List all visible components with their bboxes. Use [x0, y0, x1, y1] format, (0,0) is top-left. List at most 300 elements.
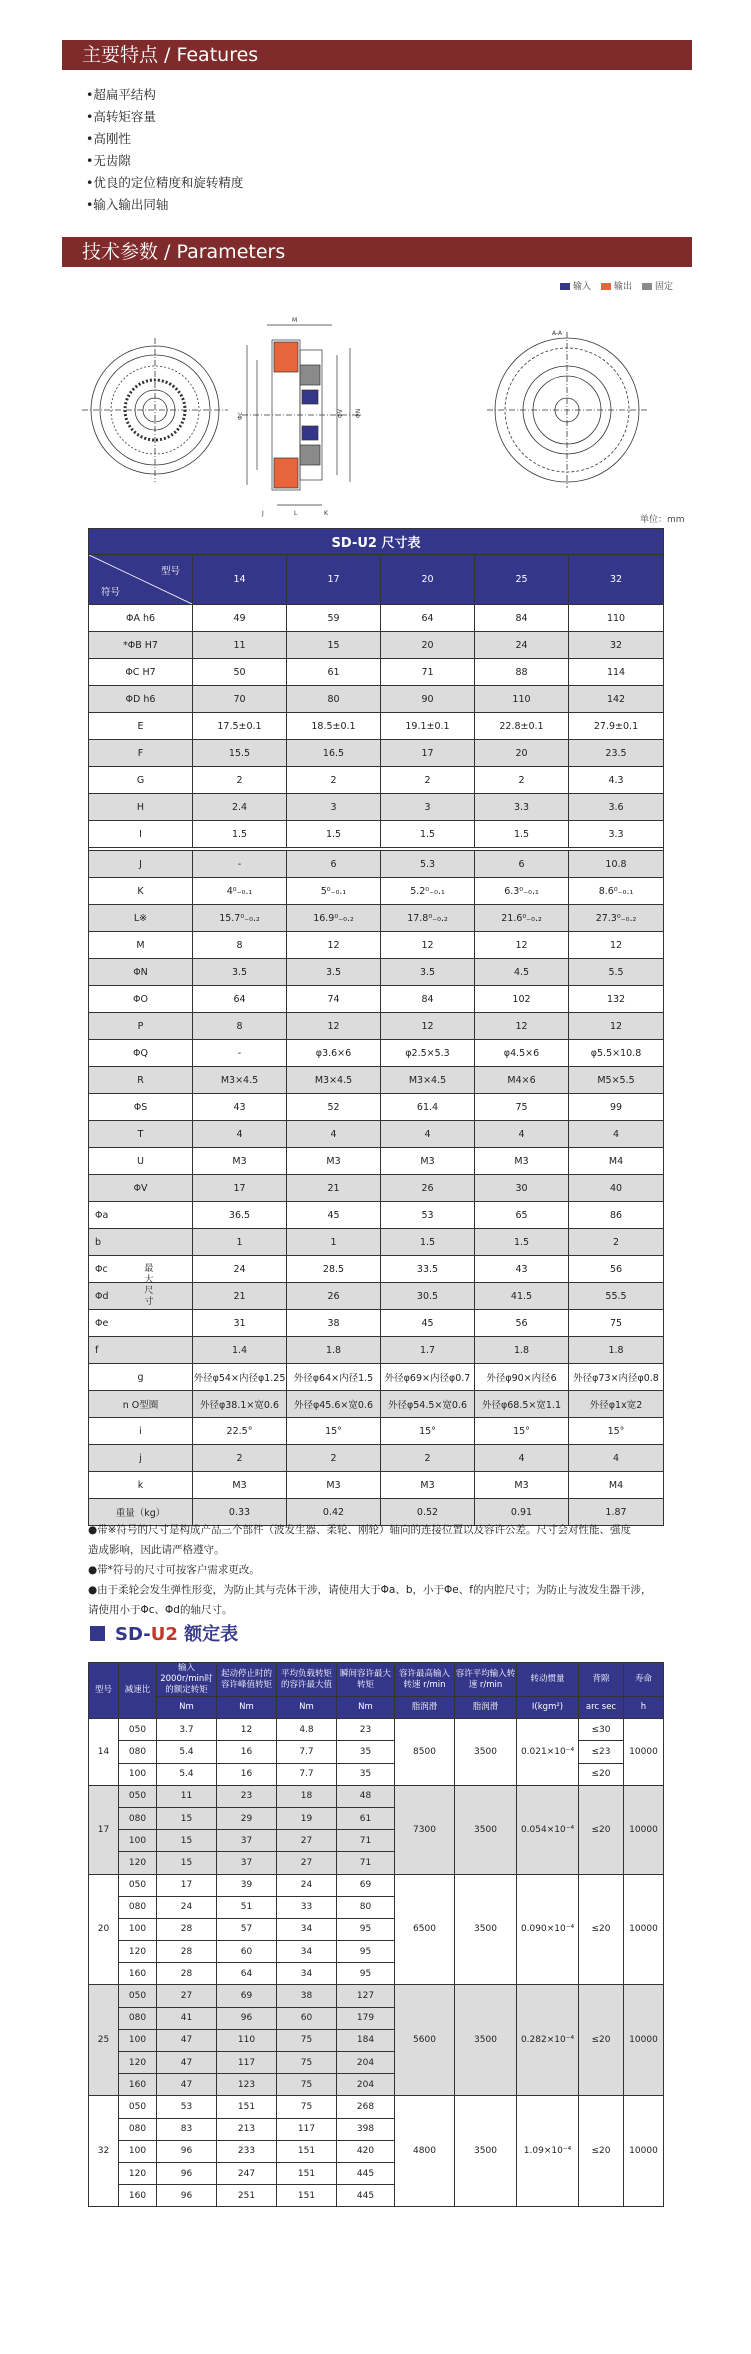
rated-unit: Nm — [337, 1697, 395, 1719]
table-cell: 75 — [475, 1094, 569, 1121]
table-cell: F — [89, 740, 193, 767]
table-cell: 43 — [475, 1256, 569, 1283]
table-cell: 外径φ45.6×宽0.6 — [287, 1391, 381, 1418]
table-cell: 120 — [119, 1852, 157, 1874]
table-cell: 4 — [287, 1121, 381, 1148]
table-cell: *ΦB H7 — [89, 632, 193, 659]
table-cell: 49 — [193, 605, 287, 632]
rated-header: 减速比 — [119, 1663, 157, 1719]
table-cell: 17 — [381, 740, 475, 767]
model-cell: 20 — [89, 1874, 119, 1985]
note-line: 造成影响，因此请严格遵守。 — [88, 1544, 225, 1556]
table-row — [89, 905, 664, 932]
table-cell: 7.7 — [277, 1763, 337, 1785]
rated-unit: 脂润滑 — [455, 1697, 517, 1719]
table-cell: M3 — [287, 1148, 381, 1175]
table-row — [89, 1472, 664, 1499]
table-cell: φ5.5×10.8 — [569, 1040, 664, 1067]
table-cell: 15° — [569, 1418, 664, 1445]
table-cell: 23 — [337, 1719, 395, 1741]
table-cell: 18 — [277, 1785, 337, 1807]
table-cell: 45 — [287, 1202, 381, 1229]
model-cell: 32 — [89, 2096, 119, 2207]
table-cell: 22.5° — [193, 1418, 287, 1445]
table-cell: 57 — [217, 1918, 277, 1940]
table-cell: 080 — [119, 2007, 157, 2029]
table-cell: 0.021×10⁻⁴ — [517, 1719, 579, 1786]
table-cell: 3500 — [455, 1985, 517, 2096]
table-cell: M3 — [475, 1472, 569, 1499]
table-cell: 16 — [217, 1763, 277, 1785]
table-cell: 4.5 — [475, 959, 569, 986]
table-cell: 34 — [277, 1963, 337, 1985]
table-cell: 34 — [277, 1918, 337, 1940]
table-cell: 160 — [119, 1963, 157, 1985]
table-cell: ΦC H7 — [89, 659, 193, 686]
table-cell: 5⁰₋₀.₁ — [287, 878, 381, 905]
unit-label: 单位：mm — [640, 515, 685, 525]
table-cell: 10.8 — [569, 851, 664, 878]
table-cell: 47 — [157, 2029, 217, 2051]
table-cell: 75 — [277, 2029, 337, 2051]
table-cell: 19 — [277, 1807, 337, 1829]
table-cell: 12 — [381, 932, 475, 959]
table-cell: 3500 — [455, 1785, 517, 1874]
table-cell: 12 — [217, 1719, 277, 1741]
table-cell: 1.7 — [381, 1337, 475, 1364]
table-cell: 420 — [337, 2140, 395, 2162]
features-list — [86, 84, 243, 216]
table-cell: 2.4 — [193, 794, 287, 821]
table-cell: 4 — [381, 1121, 475, 1148]
svg-text:L: L — [294, 510, 298, 517]
table-cell: 外径φ38.1×宽0.6 — [193, 1391, 287, 1418]
table-cell: M4 — [569, 1472, 664, 1499]
table-cell: 6500 — [395, 1874, 455, 1985]
table-cell: 10000 — [624, 1985, 664, 2096]
rear-view-drawing — [487, 332, 647, 488]
table-cell: 12 — [475, 1013, 569, 1040]
table-cell: 21.6⁰₋₀.₂ — [475, 905, 569, 932]
model-header: 32 — [569, 555, 664, 605]
table-row — [89, 1337, 664, 1364]
table-row — [89, 1040, 664, 1067]
rated-header: 转动惯量 — [517, 1663, 579, 1697]
feature-item: •超扁平结构 — [86, 87, 156, 102]
table-row — [89, 2096, 664, 2118]
table-row — [89, 1418, 664, 1445]
table-cell: 11 — [157, 1785, 217, 1807]
table-cell: ΦQ — [89, 1040, 193, 1067]
table-cell: 53 — [381, 1202, 475, 1229]
table-cell: 22.8±0.1 — [475, 713, 569, 740]
table-cell: 1.8 — [287, 1337, 381, 1364]
table-cell: 151 — [277, 2140, 337, 2162]
table-row — [89, 794, 664, 821]
table-row — [89, 1719, 664, 1741]
table-cell: 3.5 — [287, 959, 381, 986]
table-cell: i — [89, 1418, 193, 1445]
table-cell: 12 — [381, 1013, 475, 1040]
table-cell: 外径φ90×内径6 — [475, 1364, 569, 1391]
dimension-table — [88, 528, 664, 1526]
table-cell: 60 — [217, 1941, 277, 1963]
table-cell: k — [89, 1472, 193, 1499]
table-cell: ≤20 — [579, 1985, 624, 2096]
table-cell: 0.33 — [193, 1499, 287, 1526]
svg-text:M: M — [292, 317, 298, 324]
table-row — [89, 851, 664, 878]
table-cell: ≤20 — [579, 1785, 624, 1874]
table-row — [89, 1663, 664, 1697]
table-cell: 050 — [119, 1985, 157, 2007]
table-cell: 142 — [569, 686, 664, 713]
table-cell: 17.8⁰₋₀.₂ — [381, 905, 475, 932]
table-cell: 71 — [337, 1830, 395, 1852]
table-cell: 外径φ69×内径φ0.7 — [381, 1364, 475, 1391]
table-cell: M3 — [475, 1148, 569, 1175]
table-row — [89, 1148, 664, 1175]
table-cell: 184 — [337, 2029, 395, 2051]
legend-output: 输出 — [601, 279, 632, 292]
table-cell: 2 — [475, 767, 569, 794]
table-cell: 151 — [277, 2162, 337, 2184]
table-cell: 5.2⁰₋₀.₁ — [381, 878, 475, 905]
feature-item: •优良的定位精度和旋转精度 — [86, 175, 244, 190]
table-cell: 10000 — [624, 2096, 664, 2207]
table-cell: j — [89, 1445, 193, 1472]
table-cell: 52 — [287, 1094, 381, 1121]
table-cell: 75 — [569, 1310, 664, 1337]
svg-text:A-A: A-A — [552, 330, 563, 337]
table-cell: 71 — [337, 1852, 395, 1874]
table-cell: 28 — [157, 1941, 217, 1963]
table-row — [89, 1364, 664, 1391]
table-cell: 1.5 — [381, 1229, 475, 1256]
table-cell: 5.5 — [569, 959, 664, 986]
table-cell: 40 — [569, 1175, 664, 1202]
table-cell: 35 — [337, 1741, 395, 1763]
table-cell: 69 — [337, 1874, 395, 1896]
table-cell: 050 — [119, 1785, 157, 1807]
table-row — [89, 740, 664, 767]
table-row — [89, 1283, 664, 1310]
table-cell: 12 — [475, 932, 569, 959]
rated-unit: h — [624, 1697, 664, 1719]
table-cell: 10000 — [624, 1719, 664, 1786]
table-cell: 8 — [193, 932, 287, 959]
table-cell: M5×5.5 — [569, 1067, 664, 1094]
features-header: 主要特点 / Features — [62, 40, 692, 70]
rated-unit: Nm — [157, 1697, 217, 1719]
table-cell: 4 — [475, 1445, 569, 1472]
table-cell: 0.282×10⁻⁴ — [517, 1985, 579, 2096]
table-cell: 61 — [337, 1807, 395, 1829]
table-cell: 24 — [475, 632, 569, 659]
table-cell: 204 — [337, 2052, 395, 2074]
table-cell: φ3.6×6 — [287, 1040, 381, 1067]
table-cell: 19.1±0.1 — [381, 713, 475, 740]
table-cell: 251 — [217, 2185, 277, 2207]
table-cell: n O型圈 — [89, 1391, 193, 1418]
table-cell: ΦN — [89, 959, 193, 986]
table-cell: 1.09×10⁻⁴ — [517, 2096, 579, 2207]
table-cell: 17 — [157, 1874, 217, 1896]
table-cell: 2 — [193, 1445, 287, 1472]
table-cell: 100 — [119, 1918, 157, 1940]
table-cell: 0.054×10⁻⁴ — [517, 1785, 579, 1874]
rated-table-title: SD-U2 额定表 — [90, 1620, 238, 1646]
table-cell: 3.3 — [569, 821, 664, 848]
table-cell: 96 — [157, 2185, 217, 2207]
rated-header: 瞬间容许最大转矩 — [337, 1663, 395, 1697]
table-cell: M3×4.5 — [287, 1067, 381, 1094]
table-cell: 59 — [287, 605, 381, 632]
table-row — [89, 1229, 664, 1256]
table-row — [89, 555, 664, 605]
table-row — [89, 1391, 664, 1418]
table-cell: 160 — [119, 2074, 157, 2096]
table-cell: 050 — [119, 1874, 157, 1896]
table-row — [89, 1256, 664, 1283]
table-cell: 71 — [381, 659, 475, 686]
table-cell: ≤20 — [579, 2096, 624, 2207]
table-cell: 70 — [193, 686, 287, 713]
table-cell: 6.3⁰₋₀.₁ — [475, 878, 569, 905]
table-cell: 080 — [119, 1741, 157, 1763]
table-cell: 268 — [337, 2096, 395, 2118]
table-cell: φ4.5×6 — [475, 1040, 569, 1067]
table-cell: 117 — [277, 2118, 337, 2140]
table-cell: 61 — [287, 659, 381, 686]
table-cell: ΦS — [89, 1094, 193, 1121]
table-cell: 18.5±0.1 — [287, 713, 381, 740]
table-cell: 3.7 — [157, 1719, 217, 1741]
table-cell: 53 — [157, 2096, 217, 2118]
table-cell: 5.4 — [157, 1763, 217, 1785]
table-cell: 110 — [569, 605, 664, 632]
table-row — [89, 1985, 664, 2007]
table-cell: 1.5 — [287, 821, 381, 848]
table-row — [89, 767, 664, 794]
table-cell: 10000 — [624, 1874, 664, 1985]
table-cell: 15° — [475, 1418, 569, 1445]
rated-header: 背隙 — [579, 1663, 624, 1697]
table-cell: 56 — [475, 1310, 569, 1337]
table-cell: 127 — [337, 1985, 395, 2007]
table-cell: 179 — [337, 2007, 395, 2029]
note-line: ●由于柔轮会发生弹性形变，为防止其与壳体干涉，请使用大于Φa、b，小于Φe、f的内腔尺寸；为防止与波发生器干涉， — [88, 1584, 652, 1596]
table-cell: 15 — [157, 1852, 217, 1874]
rated-header: 输入2000r/min时的额定转矩 — [157, 1663, 217, 1697]
table-cell: Φa 最大尺寸 — [89, 1202, 193, 1229]
table-row — [89, 686, 664, 713]
table-cell: 99 — [569, 1094, 664, 1121]
table-row — [89, 1094, 664, 1121]
table-cell: 110 — [475, 686, 569, 713]
table-cell: 17 — [193, 1175, 287, 1202]
table-cell: 080 — [119, 2118, 157, 2140]
legend-input: 输入 — [560, 279, 591, 292]
table-cell: 7.7 — [277, 1741, 337, 1763]
front-view-drawing — [82, 338, 228, 482]
table-cell: 33.5 — [381, 1256, 475, 1283]
table-cell: 114 — [569, 659, 664, 686]
table-cell: 213 — [217, 2118, 277, 2140]
table-cell: 21 — [287, 1175, 381, 1202]
table-cell: 4.8 — [277, 1719, 337, 1741]
table-cell: 27.3⁰₋₀.₂ — [569, 905, 664, 932]
table-cell: M3×4.5 — [381, 1067, 475, 1094]
table-cell: T — [89, 1121, 193, 1148]
svg-text:J: J — [262, 510, 264, 517]
table-row — [89, 659, 664, 686]
table-cell: 2 — [569, 1229, 664, 1256]
table-row — [89, 529, 664, 555]
table-cell: 45 — [381, 1310, 475, 1337]
table-cell: 23.5 — [569, 740, 664, 767]
table-cell: 27.9±0.1 — [569, 713, 664, 740]
table-cell: 3.6 — [569, 794, 664, 821]
note-line: ●带*符号的尺寸可按客户需求更改。 — [88, 1564, 260, 1576]
table-cell: 151 — [277, 2185, 337, 2207]
svg-text:ΦV: ΦV — [337, 409, 344, 418]
table-cell: 32 — [569, 632, 664, 659]
table-row — [89, 1445, 664, 1472]
table-cell: 80 — [337, 1896, 395, 1918]
table-cell: 120 — [119, 1941, 157, 1963]
rated-unit: Nm — [277, 1697, 337, 1719]
table-row — [89, 1697, 664, 1719]
table-cell: 65 — [475, 1202, 569, 1229]
table-cell: 27 — [277, 1852, 337, 1874]
table-cell: 3500 — [455, 1874, 517, 1985]
table-row — [89, 605, 664, 632]
technical-drawings — [62, 310, 692, 520]
table-cell: 12 — [287, 932, 381, 959]
table-cell: 96 — [157, 2140, 217, 2162]
table-cell: 17.5±0.1 — [193, 713, 287, 740]
svg-text:ΦN: ΦN — [355, 408, 362, 418]
table-cell: 3.5 — [193, 959, 287, 986]
table-cell: ΦA h6 — [89, 605, 193, 632]
table-cell: 100 — [119, 2140, 157, 2162]
rated-header: 平均负载转矩的容许最大值 — [277, 1663, 337, 1697]
table-cell: 15 — [157, 1807, 217, 1829]
table-cell: 2 — [193, 767, 287, 794]
table-cell: 0.090×10⁻⁴ — [517, 1874, 579, 1985]
table-cell: 86 — [569, 1202, 664, 1229]
table-cell: 12 — [287, 1013, 381, 1040]
table-cell: 398 — [337, 2118, 395, 2140]
table-cell: 37 — [217, 1830, 277, 1852]
dim-table-title: SD-U2 尺寸表 — [89, 529, 664, 555]
table-cell: 247 — [217, 2162, 277, 2184]
table-cell: 3.3 — [475, 794, 569, 821]
table-cell: 29 — [217, 1807, 277, 1829]
table-cell: 41.5 — [475, 1283, 569, 1310]
table-cell: 外径φ1x宽2 — [569, 1391, 664, 1418]
table-cell: 12 — [569, 932, 664, 959]
table-cell: 4 — [193, 1121, 287, 1148]
table-cell: 6 — [475, 851, 569, 878]
table-cell: 445 — [337, 2185, 395, 2207]
table-cell: 10000 — [624, 1785, 664, 1874]
table-cell: 38 — [277, 1985, 337, 2007]
parameters-header: 技术参数 / Parameters — [62, 237, 692, 267]
table-row — [89, 1874, 664, 1896]
table-cell: 3.5 — [381, 959, 475, 986]
table-cell: - — [193, 851, 287, 878]
table-cell: ΦO — [89, 986, 193, 1013]
table-cell: M3 — [193, 1472, 287, 1499]
table-cell: 233 — [217, 2140, 277, 2162]
table-cell: 7300 — [395, 1785, 455, 1874]
table-cell: 64 — [381, 605, 475, 632]
table-cell: 3500 — [455, 1719, 517, 1786]
table-cell: ≤20 — [579, 1763, 624, 1785]
table-cell: 3 — [381, 794, 475, 821]
table-cell: 4.3 — [569, 767, 664, 794]
color-legend — [560, 279, 673, 292]
table-cell: 24 — [193, 1256, 287, 1283]
rated-unit: arc sec — [579, 1697, 624, 1719]
table-cell: 0.52 — [381, 1499, 475, 1526]
table-cell: 15 — [287, 632, 381, 659]
table-cell: 90 — [381, 686, 475, 713]
table-row — [89, 1175, 664, 1202]
note-line: ●带※符号的尺寸是构成产品三个部件（波发生器、柔轮、刚轮）轴向的连接位置以及容许公差。尺寸会对性能、强度 — [88, 1524, 631, 1536]
table-cell: 1.8 — [569, 1337, 664, 1364]
table-cell: G — [89, 767, 193, 794]
table-cell: 外径φ68.5×宽1.1 — [475, 1391, 569, 1418]
table-row — [89, 632, 664, 659]
table-cell: U — [89, 1148, 193, 1175]
model-cell: 14 — [89, 1719, 119, 1786]
table-cell: 050 — [119, 2096, 157, 2118]
table-cell: H — [89, 794, 193, 821]
table-cell: 47 — [157, 2074, 217, 2096]
table-cell: 3 — [287, 794, 381, 821]
diag-header — [89, 555, 193, 605]
table-cell: 24 — [277, 1874, 337, 1896]
rated-unit: 脂润滑 — [395, 1697, 455, 1719]
table-cell: 69 — [217, 1985, 277, 2007]
table-cell: 88 — [475, 659, 569, 686]
rated-header: 容许平均输入转速 r/min — [455, 1663, 517, 1697]
table-cell: 1.87 — [569, 1499, 664, 1526]
table-cell: 1.5 — [381, 821, 475, 848]
table-cell: 34 — [277, 1941, 337, 1963]
table-row — [89, 713, 664, 740]
table-row — [89, 1785, 664, 1807]
table-cell: 120 — [119, 2162, 157, 2184]
table-cell: 1.5 — [475, 821, 569, 848]
table-cell: 47 — [157, 2052, 217, 2074]
table-cell: 41 — [157, 2007, 217, 2029]
table-cell: 48 — [337, 1785, 395, 1807]
table-cell: 31 — [193, 1310, 287, 1337]
svg-text:K: K — [324, 510, 328, 517]
table-cell: 28.5 — [287, 1256, 381, 1283]
table-cell: 160 — [119, 2185, 157, 2207]
table-cell: 64 — [217, 1963, 277, 1985]
table-cell: 96 — [157, 2162, 217, 2184]
table-cell: 132 — [569, 986, 664, 1013]
table-cell: 80 — [287, 686, 381, 713]
table-cell: M — [89, 932, 193, 959]
table-row — [89, 959, 664, 986]
